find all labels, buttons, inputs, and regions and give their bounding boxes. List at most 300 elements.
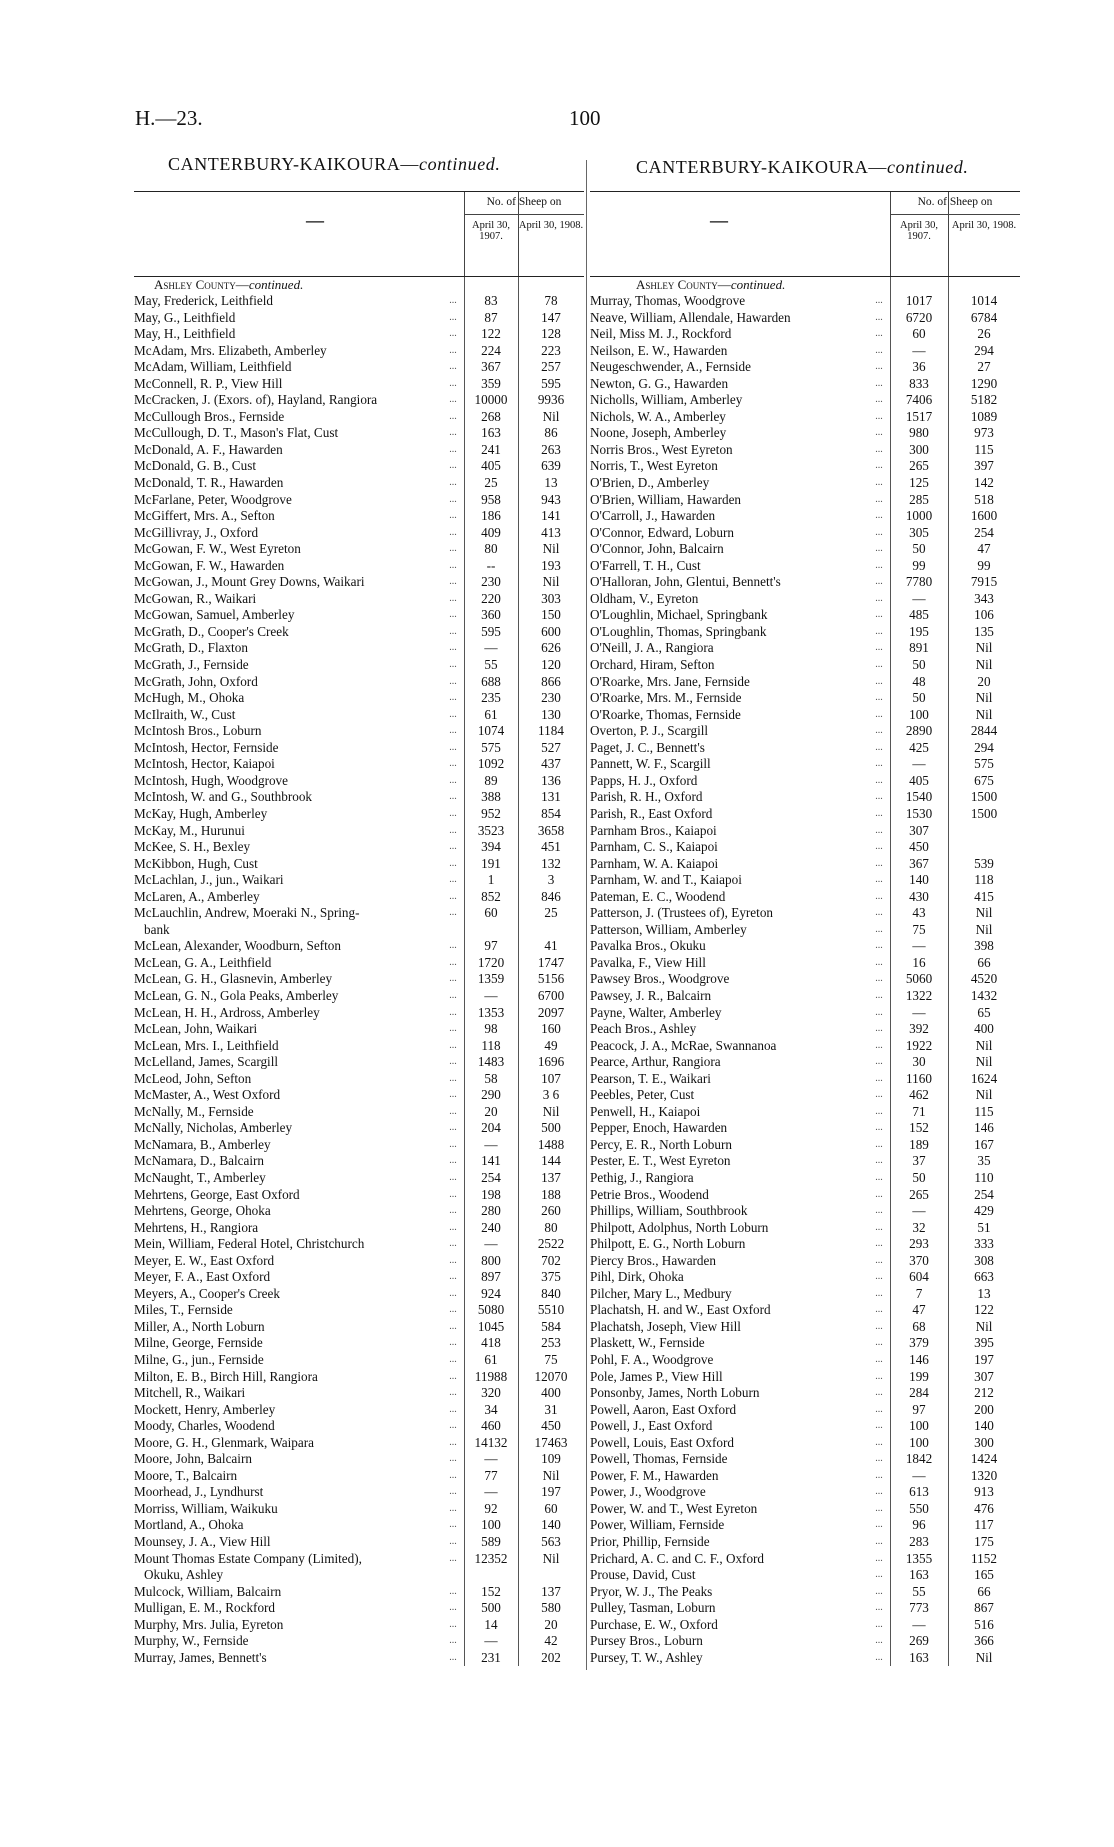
table-row <box>134 541 584 558</box>
left-rows <box>134 293 584 1666</box>
sheep-1907: 265 <box>909 1186 929 1202</box>
sheep-1907: — <box>912 1616 926 1632</box>
leader-dots: ... <box>449 1387 457 1399</box>
sheep-1907: 405 <box>909 772 929 788</box>
sheep-1908: 193 <box>541 557 561 573</box>
table-row <box>590 674 1020 691</box>
owner-name: Patterson, William, Amberley <box>590 921 747 937</box>
right-rows <box>590 293 1020 1666</box>
sheep-1907: 359 <box>481 375 501 391</box>
leader-dots: ... <box>875 708 883 720</box>
sheep-1908: 584 <box>541 1318 561 1334</box>
owner-name: Parnham Bros., Kaiapoi <box>590 822 717 838</box>
left-column <box>134 191 584 1666</box>
sheep-1908: 973 <box>974 425 994 441</box>
sheep-1908: 66 <box>977 954 991 970</box>
leader-dots: ... <box>875 625 883 637</box>
sheep-1907: 800 <box>481 1252 501 1268</box>
owner-name: Mulligan, E. M., Rockford <box>134 1600 276 1616</box>
leader-dots: ... <box>449 824 457 836</box>
owner-name: Prichard, A. C. and C. F., Oxford <box>590 1550 765 1566</box>
table-row <box>590 574 1020 591</box>
sheep-1907: 688 <box>481 673 501 689</box>
sheep-1908: 197 <box>541 1484 561 1500</box>
table-row <box>590 756 1020 773</box>
owner-name: Pulley, Tasman, Loburn <box>590 1600 716 1616</box>
sheep-1907: 241 <box>481 441 501 457</box>
table-row <box>590 475 1020 492</box>
sheep-1907: 163 <box>481 425 501 441</box>
owner-name: Payne, Walter, Amberley <box>590 1004 722 1020</box>
table-row <box>134 1104 584 1121</box>
leader-dots: ... <box>875 758 883 770</box>
sheep-1908: 150 <box>541 607 561 623</box>
owner-name: Miles, T., Fernside <box>134 1302 233 1318</box>
owner-name: McGowan, J., Mount Grey Downs, Waikari <box>134 574 365 590</box>
owner-name: McHugh, M., Ohoka <box>134 690 245 706</box>
sheep-1907: 77 <box>484 1467 498 1483</box>
table-row <box>590 1501 1020 1518</box>
leader-dots: ... <box>875 493 883 505</box>
owner-name: McGrath, John, Oxford <box>134 673 258 689</box>
sheep-1908: 1747 <box>537 954 565 970</box>
leader-dots: ... <box>449 1519 457 1531</box>
table-row <box>134 492 584 509</box>
sheep-1908: 120 <box>541 657 561 673</box>
sheep-1907: 1045 <box>477 1318 505 1334</box>
leader-dots: ... <box>875 642 883 654</box>
sheep-1908: 35 <box>977 1153 991 1169</box>
sheep-1907: 125 <box>909 475 929 491</box>
col-1907-header: April 30, 1907. <box>472 220 510 242</box>
table-row <box>134 1551 584 1568</box>
sheep-1907: — <box>912 1203 926 1219</box>
owner-name: McLean, Alexander, Woodburn, Sefton <box>134 938 341 954</box>
leader-dots: ... <box>875 1304 883 1316</box>
table-row <box>590 442 1020 459</box>
leader-dots: ... <box>875 940 883 952</box>
table-row <box>590 326 1020 343</box>
sheep-1907: 1359 <box>477 971 505 987</box>
sheep-1907: 392 <box>909 1021 929 1037</box>
sheep-1907: 952 <box>481 805 501 821</box>
sheep-1908: 1014 <box>970 293 998 308</box>
table-row <box>134 458 584 475</box>
sheep-1907: 122 <box>481 326 501 342</box>
table-row <box>134 1269 584 1286</box>
owner-name: O'Loughlin, Thomas, Springbank <box>590 623 767 639</box>
sheep-1908: 413 <box>541 524 561 540</box>
leader-dots: ... <box>449 1486 457 1498</box>
sheep-1908: 27 <box>977 359 991 375</box>
leader-dots: ... <box>449 1354 457 1365</box>
table-row <box>590 955 1020 972</box>
sheep-1907: 7780 <box>905 574 933 590</box>
leader-dots: ... <box>875 1089 883 1101</box>
sheep-1908: 41 <box>544 938 558 954</box>
leader-dots: ... <box>875 1502 883 1514</box>
sheep-1908: 866 <box>541 673 561 689</box>
sheep-1908: 1432 <box>970 987 998 1003</box>
table-row <box>590 525 1020 542</box>
sheep-1908: 20 <box>544 1616 558 1632</box>
table-row <box>590 1402 1020 1419</box>
sheep-1907: — <box>484 1484 498 1500</box>
table-row <box>134 525 584 542</box>
leader-dots: ... <box>875 824 883 836</box>
leader-dots: ... <box>449 1453 457 1465</box>
leader-dots: ... <box>449 1618 457 1630</box>
leader-dots: ... <box>449 427 457 439</box>
table-row <box>590 1120 1020 1137</box>
sheep-1908: 294 <box>974 739 994 755</box>
sheep-1908: 26 <box>977 326 991 342</box>
sheep-1907: 97 <box>912 1401 926 1417</box>
leader-dots: ... <box>449 1089 457 1101</box>
sheep-1907: 10000 <box>474 392 508 408</box>
sheep-1908: 147 <box>541 309 561 325</box>
sheep-1907: 5060 <box>905 971 933 987</box>
leader-dots: ... <box>449 1171 457 1183</box>
sheep-1907: 189 <box>909 1136 929 1152</box>
owner-name: Mounsey, J. A., View Hill <box>134 1534 271 1550</box>
table-row <box>134 1187 584 1204</box>
leader-dots: ... <box>875 923 883 935</box>
table-row <box>134 1385 584 1402</box>
sheep-1907: 3523 <box>477 822 505 838</box>
leader-dots: ... <box>449 1122 457 1134</box>
table-row <box>590 1005 1020 1022</box>
sheep-1907: 589 <box>481 1534 501 1550</box>
sheep-1907: 409 <box>481 524 501 540</box>
sheep-1908: 78 <box>544 293 558 308</box>
leader-dots: ... <box>875 1188 883 1200</box>
owner-name: Pepper, Enoch, Hawarden <box>590 1120 728 1136</box>
sheep-1908: 300 <box>974 1434 994 1450</box>
sheep-1907: — <box>484 1451 498 1467</box>
sheep-1907: 118 <box>481 1037 501 1053</box>
owner-name: McGowan, F. W., Hawarden <box>134 557 285 573</box>
owner-name: O'Neill, J. A., Rangiora <box>590 640 714 656</box>
sheep-1908: 109 <box>541 1451 561 1467</box>
sheep-1908: 202 <box>541 1649 561 1665</box>
leader-dots: ... <box>449 1238 457 1250</box>
owner-name: Neugeschwender, A., Fernside <box>590 359 751 375</box>
sheep-1907: 89 <box>484 772 498 788</box>
leader-dots: ... <box>875 609 883 621</box>
sheep-1907: 16 <box>912 954 926 970</box>
table-row <box>590 872 1020 889</box>
leader-dots: ... <box>449 1271 457 1283</box>
leader-dots: ... <box>449 1188 457 1200</box>
sheep-1907: 152 <box>909 1120 929 1136</box>
table-row <box>590 988 1020 1005</box>
owner-name: Percy, E. R., North Loburn <box>590 1136 732 1152</box>
sheep-1908 <box>518 1567 584 1584</box>
leader-dots: ... <box>875 1585 883 1597</box>
leader-dots: ... <box>449 1254 457 1266</box>
owner-name: Morriss, William, Waikuku <box>134 1500 278 1516</box>
table-row <box>134 310 584 327</box>
table-row <box>134 1153 584 1170</box>
sheep-1907: 11988 <box>474 1368 508 1384</box>
table-row <box>134 773 584 790</box>
sheep-1908: 575 <box>974 756 994 772</box>
sheep-1907: 14132 <box>474 1434 508 1450</box>
owner-name: McIntosh Bros., Loburn <box>134 723 262 739</box>
owner-name: Mehrtens, George, East Oxford <box>134 1186 300 1202</box>
table-row <box>134 1319 584 1336</box>
sheep-1907: — <box>484 987 498 1003</box>
sheep-1908: 840 <box>541 1285 561 1301</box>
table-row <box>134 359 584 376</box>
owner-name: Pavalka Bros., Okuku <box>590 938 706 954</box>
owner-name: McGrath, D., Cooper's Creek <box>134 623 289 639</box>
owner-name: Powell, J., East Oxford <box>590 1418 713 1434</box>
leader-dots: ... <box>449 659 457 671</box>
sheep-1907: 71 <box>912 1103 926 1119</box>
sheep-1907: 924 <box>481 1285 501 1301</box>
owner-name: May, G., Leithfield <box>134 309 236 325</box>
leader-dots: ... <box>875 311 883 323</box>
leader-dots: ... <box>449 1023 457 1035</box>
sheep-1908: 165 <box>974 1567 994 1583</box>
leader-dots: ... <box>449 609 457 621</box>
table-row <box>134 740 584 757</box>
owner-name: Prior, Phillip, Fernside <box>590 1534 710 1550</box>
sheep-1907: 958 <box>481 491 501 507</box>
leader-dots: ... <box>875 328 883 340</box>
table-row <box>590 1369 1020 1386</box>
sheep-1908: Nil <box>542 541 560 557</box>
sheep-1907: 613 <box>909 1484 929 1500</box>
table-row <box>590 1021 1020 1038</box>
sheep-1907: 1017 <box>905 293 933 308</box>
sheep-1907: 100 <box>909 706 929 722</box>
sheep-1908: 1488 <box>537 1136 565 1152</box>
sheep-1908: 188 <box>541 1186 561 1202</box>
table-row <box>590 723 1020 740</box>
owner-name: McNamara, D., Balcairn <box>134 1153 264 1169</box>
sheep-1907: 32 <box>912 1219 926 1235</box>
col-1907-header: April 30, 1907. <box>900 220 938 242</box>
leader-dots: ... <box>875 1486 883 1498</box>
sheep-1908: 115 <box>974 441 994 457</box>
sheep-1907: 773 <box>909 1600 929 1616</box>
sheep-1908: 943 <box>541 491 561 507</box>
sheep-1907: 425 <box>909 739 929 755</box>
sheep-1907: 220 <box>481 590 501 606</box>
leader-dots: ... <box>449 1552 457 1564</box>
owner-name: Pursey Bros., Loburn <box>590 1633 703 1649</box>
sheep-1908: 1089 <box>970 408 998 424</box>
table-row <box>590 1269 1020 1286</box>
sheep-1907: 96 <box>912 1517 926 1533</box>
sheep-1908: 140 <box>974 1418 994 1434</box>
leader-dots: ... <box>875 725 883 737</box>
sheep-1908: 1184 <box>538 723 564 739</box>
sheep-1907: 240 <box>481 1219 501 1235</box>
sheep-1908: 476 <box>974 1500 994 1516</box>
leader-dots: ... <box>449 1420 457 1432</box>
sheep-1907: 47 <box>912 1302 926 1318</box>
owner-name: McDonald, A. F., Hawarden <box>134 441 283 457</box>
owner-name: Pavalka, F., View Hill <box>590 954 706 970</box>
sheep-1908: 106 <box>974 607 994 623</box>
leader-dots: ... <box>875 1569 883 1581</box>
owner-name: Philpott, E. G., North Loburn <box>590 1236 746 1252</box>
owner-name: O'Brien, D., Amberley <box>590 475 710 491</box>
sheep-1908: 131 <box>541 789 561 805</box>
sheep-1908: 1500 <box>970 789 998 805</box>
sheep-1908: 867 <box>974 1600 994 1616</box>
table-row <box>590 591 1020 608</box>
owner-name: McDonald, G. B., Cust <box>134 458 256 474</box>
table-row <box>134 1567 584 1584</box>
leader-dots: ... <box>449 642 457 654</box>
leader-dots: ... <box>449 443 457 455</box>
table-row <box>590 1650 1020 1667</box>
section-main: Ashley County— <box>154 277 249 292</box>
owner-name: McGiffert, Mrs. A., Sefton <box>134 508 275 524</box>
sheep-1907: 80 <box>484 541 498 557</box>
leader-dots: ... <box>449 361 457 373</box>
leader-dots: ... <box>449 989 457 1001</box>
title-suffix: continued. <box>887 157 969 177</box>
leader-dots: ... <box>449 394 457 406</box>
sheep-1908: 1290 <box>970 375 998 391</box>
sheep-1908: 415 <box>974 888 994 904</box>
sheep-1907: 1074 <box>477 723 505 739</box>
leader-dots: ... <box>875 295 883 306</box>
leader-dots: ... <box>875 1469 883 1481</box>
sheep-1908: 366 <box>974 1633 994 1649</box>
leader-dots: ... <box>875 907 883 919</box>
sheep-1908: 450 <box>541 1418 561 1434</box>
leader-dots: ... <box>875 1138 883 1150</box>
sheep-1907: 60 <box>912 326 926 342</box>
owner-name: Patterson, J. (Trustees of), Eyreton <box>590 905 774 921</box>
table-row <box>590 905 1020 922</box>
sheep-1907: 2890 <box>905 723 933 739</box>
section-suffix: continued. <box>730 277 786 292</box>
table-row <box>134 442 584 459</box>
owner-name: Pihl, Dirk, Ohoka <box>590 1269 684 1285</box>
owner-name: Peach Bros., Ashley <box>590 1021 697 1037</box>
table-row <box>590 1286 1020 1303</box>
sheep-1908: 257 <box>541 359 561 375</box>
sheep-1907: 235 <box>481 690 501 706</box>
table-row <box>134 955 584 972</box>
leader-dots: ... <box>875 543 883 555</box>
leader-dots: ... <box>875 1453 883 1465</box>
owner-name: Mount Thomas Estate Company (Limited), <box>134 1550 362 1566</box>
owner-name: Noone, Joseph, Amberley <box>590 425 727 441</box>
owner-name: Pethig, J., Rangiora <box>590 1169 694 1185</box>
table-row <box>134 856 584 873</box>
owner-name: Powell, Louis, East Oxford <box>590 1434 734 1450</box>
sheep-1908: 254 <box>974 1186 994 1202</box>
leader-dots: ... <box>875 890 883 902</box>
table-row <box>590 1335 1020 1352</box>
owner-name: Prouse, David, Cust <box>590 1567 696 1583</box>
sheep-1908: 47 <box>977 541 991 557</box>
owner-name: Powell, Thomas, Fernside <box>590 1451 728 1467</box>
owner-name: O'Roarke, Mrs. Jane, Fernside <box>590 673 750 689</box>
page-title-left <box>168 154 501 175</box>
sheep-1908: 66 <box>977 1583 991 1599</box>
owner-name: Milton, E. B., Birch Hill, Rangiora <box>134 1368 318 1384</box>
table-row <box>590 624 1020 641</box>
col-1908-header: April 30, 1908. <box>518 220 584 231</box>
table-header <box>134 191 584 277</box>
page-column-divider <box>586 160 587 1670</box>
table-row <box>134 326 584 343</box>
sheep-1908: 1624 <box>970 1070 998 1086</box>
owner-name: McLean, H. H., Ardross, Amberley <box>134 1004 320 1020</box>
sheep-1908: 516 <box>974 1616 994 1632</box>
owner-name: O'Farrell, T. H., Cust <box>590 557 701 573</box>
table-row <box>134 1137 584 1154</box>
owner-name: Pateman, E. C., Woodend <box>590 888 726 904</box>
sheep-1908: Nil <box>975 640 993 656</box>
sheep-1908: 20 <box>977 673 991 689</box>
leader-dots: ... <box>875 774 883 786</box>
owner-name: McLachlan, J., jun., Waikari <box>134 872 284 888</box>
sheep-1907: 186 <box>481 508 501 524</box>
table-row <box>134 1170 584 1187</box>
sheep-1908 <box>518 922 584 939</box>
table-row <box>590 1352 1020 1369</box>
owner-name: Oldham, V., Eyreton <box>590 590 699 606</box>
sheep-1907: 224 <box>481 342 501 358</box>
sheep-1908: 600 <box>541 623 561 639</box>
sheep-1907: 370 <box>909 1252 929 1268</box>
leader-dots: ... <box>875 477 883 489</box>
sheep-1908 <box>948 823 1020 840</box>
table-row <box>134 905 584 922</box>
table-row <box>590 856 1020 873</box>
sheep-1908: 437 <box>541 756 561 772</box>
leader-dots: ... <box>875 1519 883 1531</box>
leader-dots: ... <box>875 1155 883 1167</box>
sheep-1908: 333 <box>974 1236 994 1252</box>
sheep-1907: 1842 <box>905 1451 933 1467</box>
sheep-1907: 36 <box>912 359 926 375</box>
sheep-1908: 2097 <box>537 1004 565 1020</box>
sheep-1908: 6784 <box>970 309 998 325</box>
owner-name: Okuku, Ashley <box>144 1567 224 1583</box>
leader-dots: ... <box>449 1370 457 1382</box>
leader-dots: ... <box>875 1105 883 1117</box>
table-row <box>590 310 1020 327</box>
sheep-1907: 460 <box>481 1418 501 1434</box>
sheep-1907: 30 <box>912 1054 926 1070</box>
owner-name: Ponsonby, James, North Loburn <box>590 1385 760 1401</box>
sheep-1907: 300 <box>909 441 929 457</box>
sheep-1907: 231 <box>481 1649 501 1665</box>
sheep-1907: 61 <box>484 706 498 722</box>
sheep-1907: 833 <box>909 375 929 391</box>
table-row <box>134 872 584 889</box>
sheep-1907: 284 <box>909 1385 929 1401</box>
sheep-1908: 107 <box>541 1070 561 1086</box>
sheep-1907: 7406 <box>905 392 933 408</box>
leader-dots: ... <box>449 907 457 919</box>
leader-dots: ... <box>875 510 883 522</box>
sheep-1907: 575 <box>481 739 501 755</box>
leader-dots: ... <box>875 1072 883 1084</box>
